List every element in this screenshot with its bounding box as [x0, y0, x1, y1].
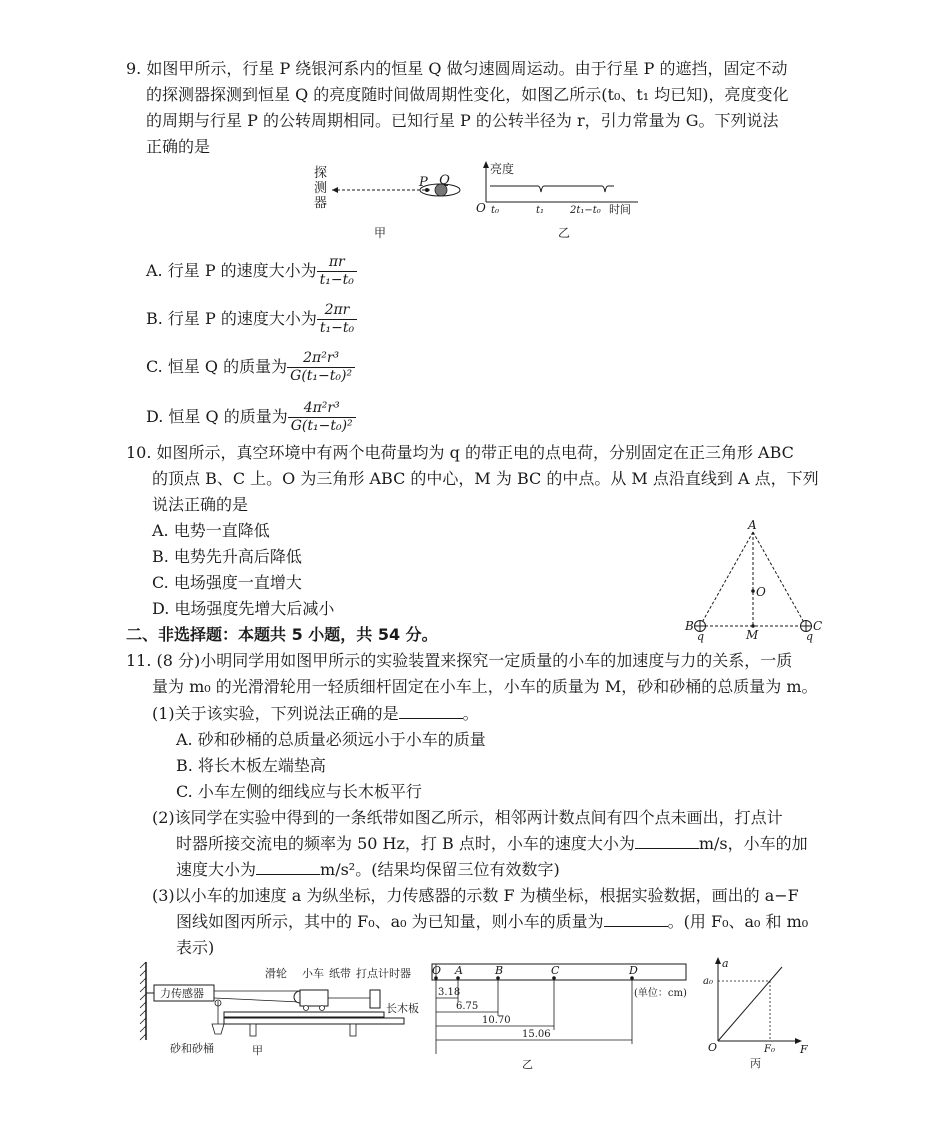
q10-triangle-figure: [680, 518, 830, 643]
q10-option-b: B. 电势先升高后降低: [152, 547, 302, 566]
label-q-b: q: [697, 630, 705, 643]
string-bottom: [214, 998, 300, 1002]
detector-label-2: 测: [314, 181, 328, 196]
figure-caption-yi-11: 乙: [522, 1058, 533, 1071]
long-board: [224, 1012, 384, 1017]
bing-origin-label: O: [708, 1041, 718, 1054]
detector-label-3: 器: [314, 196, 328, 211]
bing-f-label: F: [800, 1043, 808, 1056]
figure-caption-bing: 丙: [750, 1057, 761, 1070]
q10-line-3: 说法正确的是: [152, 495, 249, 514]
q11-part2-line-3: 速度大小为 m/s²。(结果均保留三位有效数字): [176, 860, 560, 879]
q9-option-c: C. 恒星 Q 的质量为 $\frac{\text{2π²r³}}{\text{G(t₁−t₀)²}}$: [146, 350, 355, 385]
figure-caption-jia-11: 甲: [252, 1044, 263, 1057]
q9-line-2: 的探测器探测到恒星 Q 的亮度随时间做周期性变化，如图乙所示(t₀、t₁ 均已知)，亮度变化: [146, 85, 789, 104]
unit-label: (单位：cm): [634, 988, 687, 999]
q11-figure-bing: [700, 955, 810, 1070]
dim-oc: 10.70: [482, 1015, 511, 1026]
figure-caption-yi: 乙: [558, 226, 571, 240]
tick-t0: t₀: [491, 205, 500, 216]
q10-line-1: 10. 如图所示，真空环境中有两个电荷量均为 q 的带正电的点电荷，分别固定在正三角形 ABC: [126, 443, 794, 462]
sand-bucket-label: 砂和砂桶: [170, 1042, 214, 1055]
a-f-line: [718, 967, 782, 1041]
label-a: A: [748, 518, 757, 532]
section-two-heading: 二、非选择题：本题共 5 小题，共 54 分。: [126, 625, 438, 644]
q9-line-1: 9. 如图甲所示，行星 P 绕银河系内的恒星 Q 做匀速圆周运动。由于行星 P 的遮挡，固定不动: [126, 59, 788, 78]
q9-option-b: B. 行星 P 的速度大小为 $\frac{2\pi r}{\text{t₁−t₀}}$: [146, 302, 357, 337]
tape-label-o: O: [432, 964, 442, 977]
force-sensor-label: 力传感器: [160, 987, 204, 1000]
q10-option-c: C. 电场强度一直增大: [152, 573, 302, 592]
q11-p1-option-c: C. 小车左侧的细线应与长木板平行: [176, 782, 422, 801]
car-label: 小车: [302, 967, 324, 980]
q9-line-4: 正确的是: [146, 137, 211, 156]
tick-t1: t₁: [536, 205, 545, 216]
tape-label-d: D: [629, 964, 638, 977]
pulley-label: 滑轮: [265, 967, 287, 980]
side-ac: [753, 532, 806, 626]
q11-part1: (1)关于该实验，下列说法正确的是 。: [152, 704, 479, 723]
label-c: C: [813, 619, 823, 633]
x-axis-label: 时间: [609, 203, 631, 216]
q9-option-d: D. 恒星 Q 的质量为 $\frac{\text{4π²r³}}{\text{G(t₁−t₀)²}}$: [146, 400, 356, 435]
q9-line-3: 的周期与行星 P 的公转周期相同。已知行星 P 的公转半径为 r，引力常量为 G。下列说法: [146, 111, 779, 130]
y-axis-arrow-icon: [483, 161, 489, 168]
label-b: B: [685, 619, 694, 633]
bing-a0-label: a₀: [703, 976, 713, 987]
q11-part2-line-1: (2)该同学在实验中得到的一条纸带如图乙所示，相邻两计数点间有四个点未画出，打点计: [152, 808, 783, 827]
dim-od: 15.06: [522, 1029, 551, 1040]
dim-oa: 3.18: [438, 987, 461, 998]
origin-label: O: [476, 201, 486, 215]
point-o: [751, 589, 755, 593]
bing-f0-label: F₀: [764, 1044, 775, 1055]
q11-figure-jia: [140, 960, 440, 1075]
q11-line-1: 11. (8 分)小明同学用如图甲所示的实验装置来探究一定质量的小车的加速度与力的关系，一质: [126, 651, 793, 670]
arrow-left-icon: [332, 187, 338, 193]
long-board-label: 长木板: [386, 1002, 419, 1015]
q9-figure-jia: [300, 160, 500, 240]
y-axis-label: 亮度: [490, 162, 515, 176]
q11-part2-line-2: 时器所接交流电的频率为 50 Hz，打 B 点时，小车的速度大小为 m/s，小车的加: [176, 834, 808, 853]
q10-line-2: 的顶点 B、C 上。O 为三角形 ABC 的中心，M 为 BC 的中点。从 M 点沿直线到 A 点，下列: [152, 469, 819, 488]
q10-option-a: A. 电势一直降低: [152, 521, 270, 540]
dim-ob: 6.75: [456, 1001, 479, 1012]
answer-blank-2[interactable]: [635, 834, 699, 849]
figure-caption-jia: 甲: [374, 226, 387, 240]
q9-option-a: A. 行星 P 的速度大小为 $\frac{\pi r}{\text{t₁−t₀}}$: [146, 254, 357, 289]
q11-p1-option-a: A. 砂和砂桶的总质量必须远小于小车的质量: [176, 730, 486, 749]
q11-part3-line-2: 图线如图丙所示，其中的 F₀、a₀ 为已知量，则小车的质量为 。(用 F₀、a₀ 和 m₀: [176, 912, 809, 931]
q9-figure-yi: [474, 160, 644, 240]
q11-p1-option-b: B. 将长木板左端垫高: [176, 756, 326, 775]
detector-label-1: 探: [314, 166, 328, 181]
bing-y-arrow-icon: [715, 957, 721, 964]
answer-blank-3[interactable]: [256, 860, 320, 875]
answer-blank-1[interactable]: [399, 704, 463, 719]
tape-label: 纸带: [329, 967, 351, 980]
answer-blank-4[interactable]: [604, 912, 668, 927]
timer-label: 打点计时器: [356, 967, 411, 980]
side-ab: [700, 532, 753, 626]
tick-2t1-t0: 2t₁−t₀: [570, 205, 601, 216]
q11-figure-yi: [428, 960, 693, 1075]
brightness-curve: [490, 186, 614, 192]
label-o: O: [756, 585, 766, 599]
label-m: M: [746, 628, 759, 642]
q10-option-d: D. 电场强度先增大后减小: [152, 599, 335, 618]
star-q-label: Q: [439, 173, 450, 188]
timer-box: [370, 990, 380, 1008]
sand-bucket-icon: [212, 1024, 224, 1034]
q11-part3-line-1: (3)以小车的加速度 a 为纵坐标，力传感器的示数 F 为横坐标，根据实验数据，画出的 a−F: [152, 886, 799, 905]
tape-label-b: B: [495, 964, 504, 977]
car-body: [300, 990, 328, 1006]
tape-label-c: C: [551, 964, 560, 977]
tape-label-a: A: [455, 964, 463, 977]
label-q-c: q: [806, 630, 814, 643]
table-top: [224, 1018, 404, 1024]
q11-part3-line-3: 表示): [176, 938, 215, 957]
planet-p-label: P: [419, 175, 428, 190]
q11-line-2: 量为 m₀ 的光滑滑轮用一轻质细杆固定在小车上，小车的质量为 M，砂和砂桶的总质量为 m。: [152, 677, 818, 696]
bing-a-label: a: [722, 957, 729, 970]
